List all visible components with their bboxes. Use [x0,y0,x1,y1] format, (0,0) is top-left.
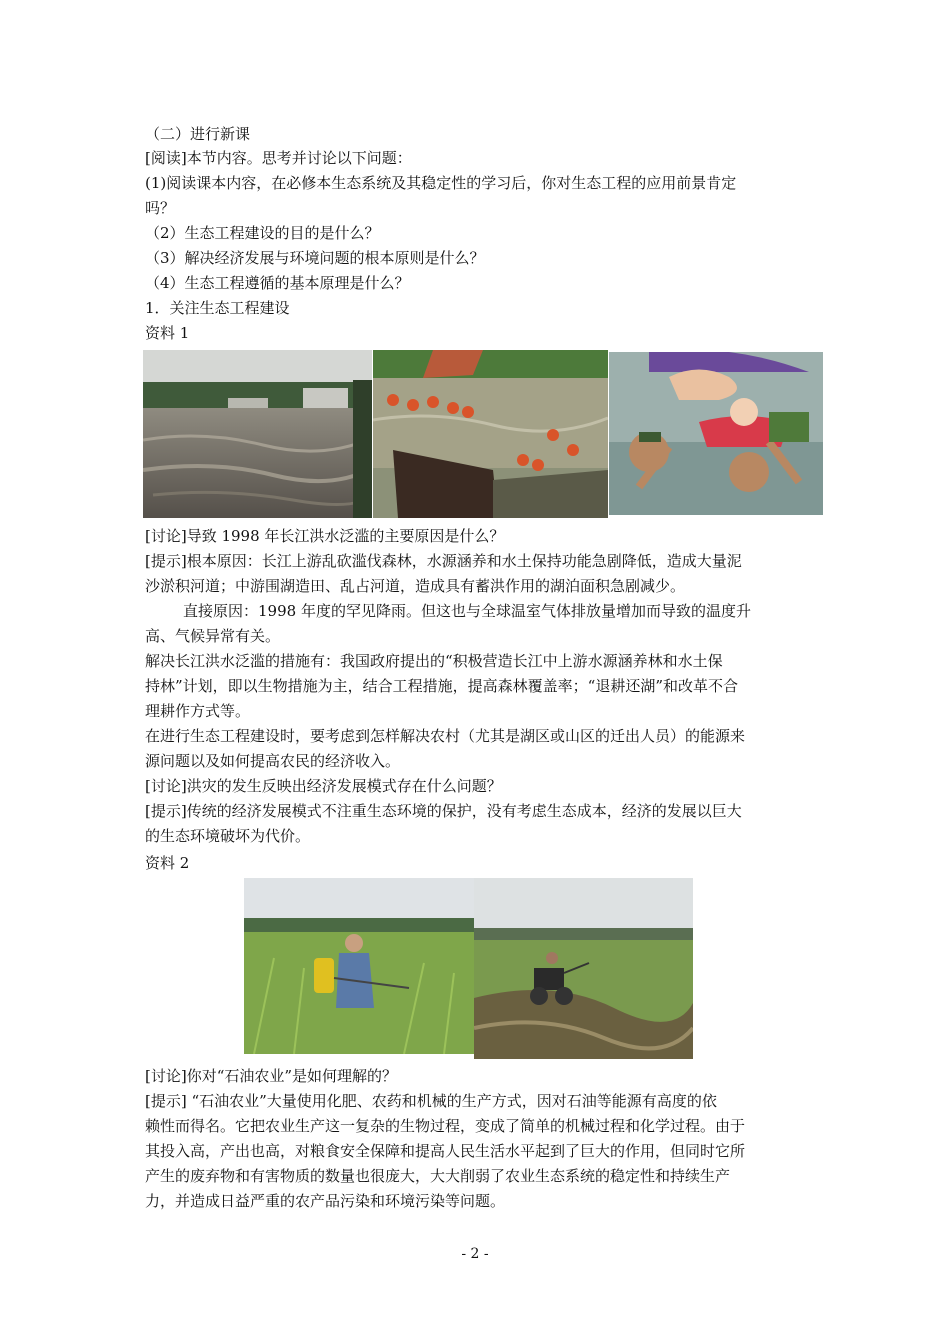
construction-line-1: 在进行生态工程建设时，要考虑到怎样解决农村（尤其是湖区或山区的迁出人员）的能源来 [145,727,746,745]
hint-3-line-1: [提示] “石油农业”大量使用化肥、农药和机械的生产方式，因对石油等能源有高度的依 [145,1092,717,1110]
hint-2-line-2: 的生态环境破坏为代价。 [145,827,311,845]
flood-photo-baby-rescue [609,352,823,515]
page-number: - 2 - [461,1246,489,1262]
question-3: （3）解决经济发展与环境问题的根本原则是什么？ [145,249,485,267]
discussion-1: [讨论]导致 1998 年长江洪水泛滥的主要原因是什么？ [145,527,505,545]
question-1-cont: 吗？ [145,199,176,217]
flood-photo-river [143,350,372,518]
discussion-3: [讨论]你对“石油农业”是如何理解的？ [145,1067,398,1085]
material-1-label: 资料 1 [145,324,190,342]
direct-cause-line-2: 高、气候异常有关。 [145,627,281,645]
discussion-2: [讨论]洪灾的发生反映出经济发展模式存在什么问题？ [145,777,502,795]
farm-photo-tractor [474,878,693,1059]
flood-photo-soldiers [373,350,608,518]
question-2: （2）生态工程建设的目的是什么？ [145,224,380,242]
hint-3-line-2: 赖性而得名。它把农业生产这一复杂的生物过程，变成了简单的机械过程和化学过程。由于 [145,1117,746,1135]
hint-3-line-3: 其投入高，产出也高，对粮食安全保障和提高人民生活水平起到了巨大的作用，但同时它所 [145,1142,746,1160]
measures-line-3: 理耕作方式等。 [145,702,251,720]
hint-2-line-1: [提示]传统的经济发展模式不注重生态环境的保护，没有考虑生态成本，经济的发展以巨大 [145,802,742,820]
construction-line-2: 源问题以及如何提高农民的经济收入。 [145,752,401,770]
material-2-label: 资料 2 [145,854,190,872]
reading-prompt: [阅读]本节内容。思考并讨论以下问题： [145,149,412,167]
hint-3-line-4: 产生的废弃物和有害物质的数量也很庞大，大大削弱了农业生态系统的稳定性和持续生产 [145,1167,731,1185]
question-4: （4）生态工程遵循的基本原理是什么？ [145,274,410,292]
question-1: (1)阅读课本内容，在必修本生态系统及其稳定性的学习后，你对生态工程的应用前景肯定 [145,174,737,192]
section-1-title: 1．关注生态工程建设 [145,299,290,317]
section-heading: （二）进行新课 [145,125,251,143]
hint-1-line-2: 沙淤积河道；中游围湖造田、乱占河道，造成具有蓄洪作用的湖泊面积急剧减少。 [145,577,686,595]
hint-1-line-1: [提示]根本原因：长江上游乱砍滥伐森林，水源涵养和水土保持功能急剧降低，造成大量泥 [145,552,742,570]
direct-cause-line-1: 直接原因：1998 年度的罕见降雨。但这也与全球温室气体排放量增加而导致的温度升 [183,602,751,620]
hint-3-line-5: 力，并造成日益严重的农产品污染和环境污染等问题。 [145,1192,506,1210]
farm-photo-spraying [244,878,474,1054]
measures-line-2: 持林”计划，即以生物措施为主，结合工程措施，提高森林覆盖率；“退耕还湖”和改革不合 [145,677,739,695]
measures-line-1: 解决长江洪水泛滥的措施有：我国政府提出的“积极营造长江中上游水源涵养林和水土保 [145,652,723,670]
